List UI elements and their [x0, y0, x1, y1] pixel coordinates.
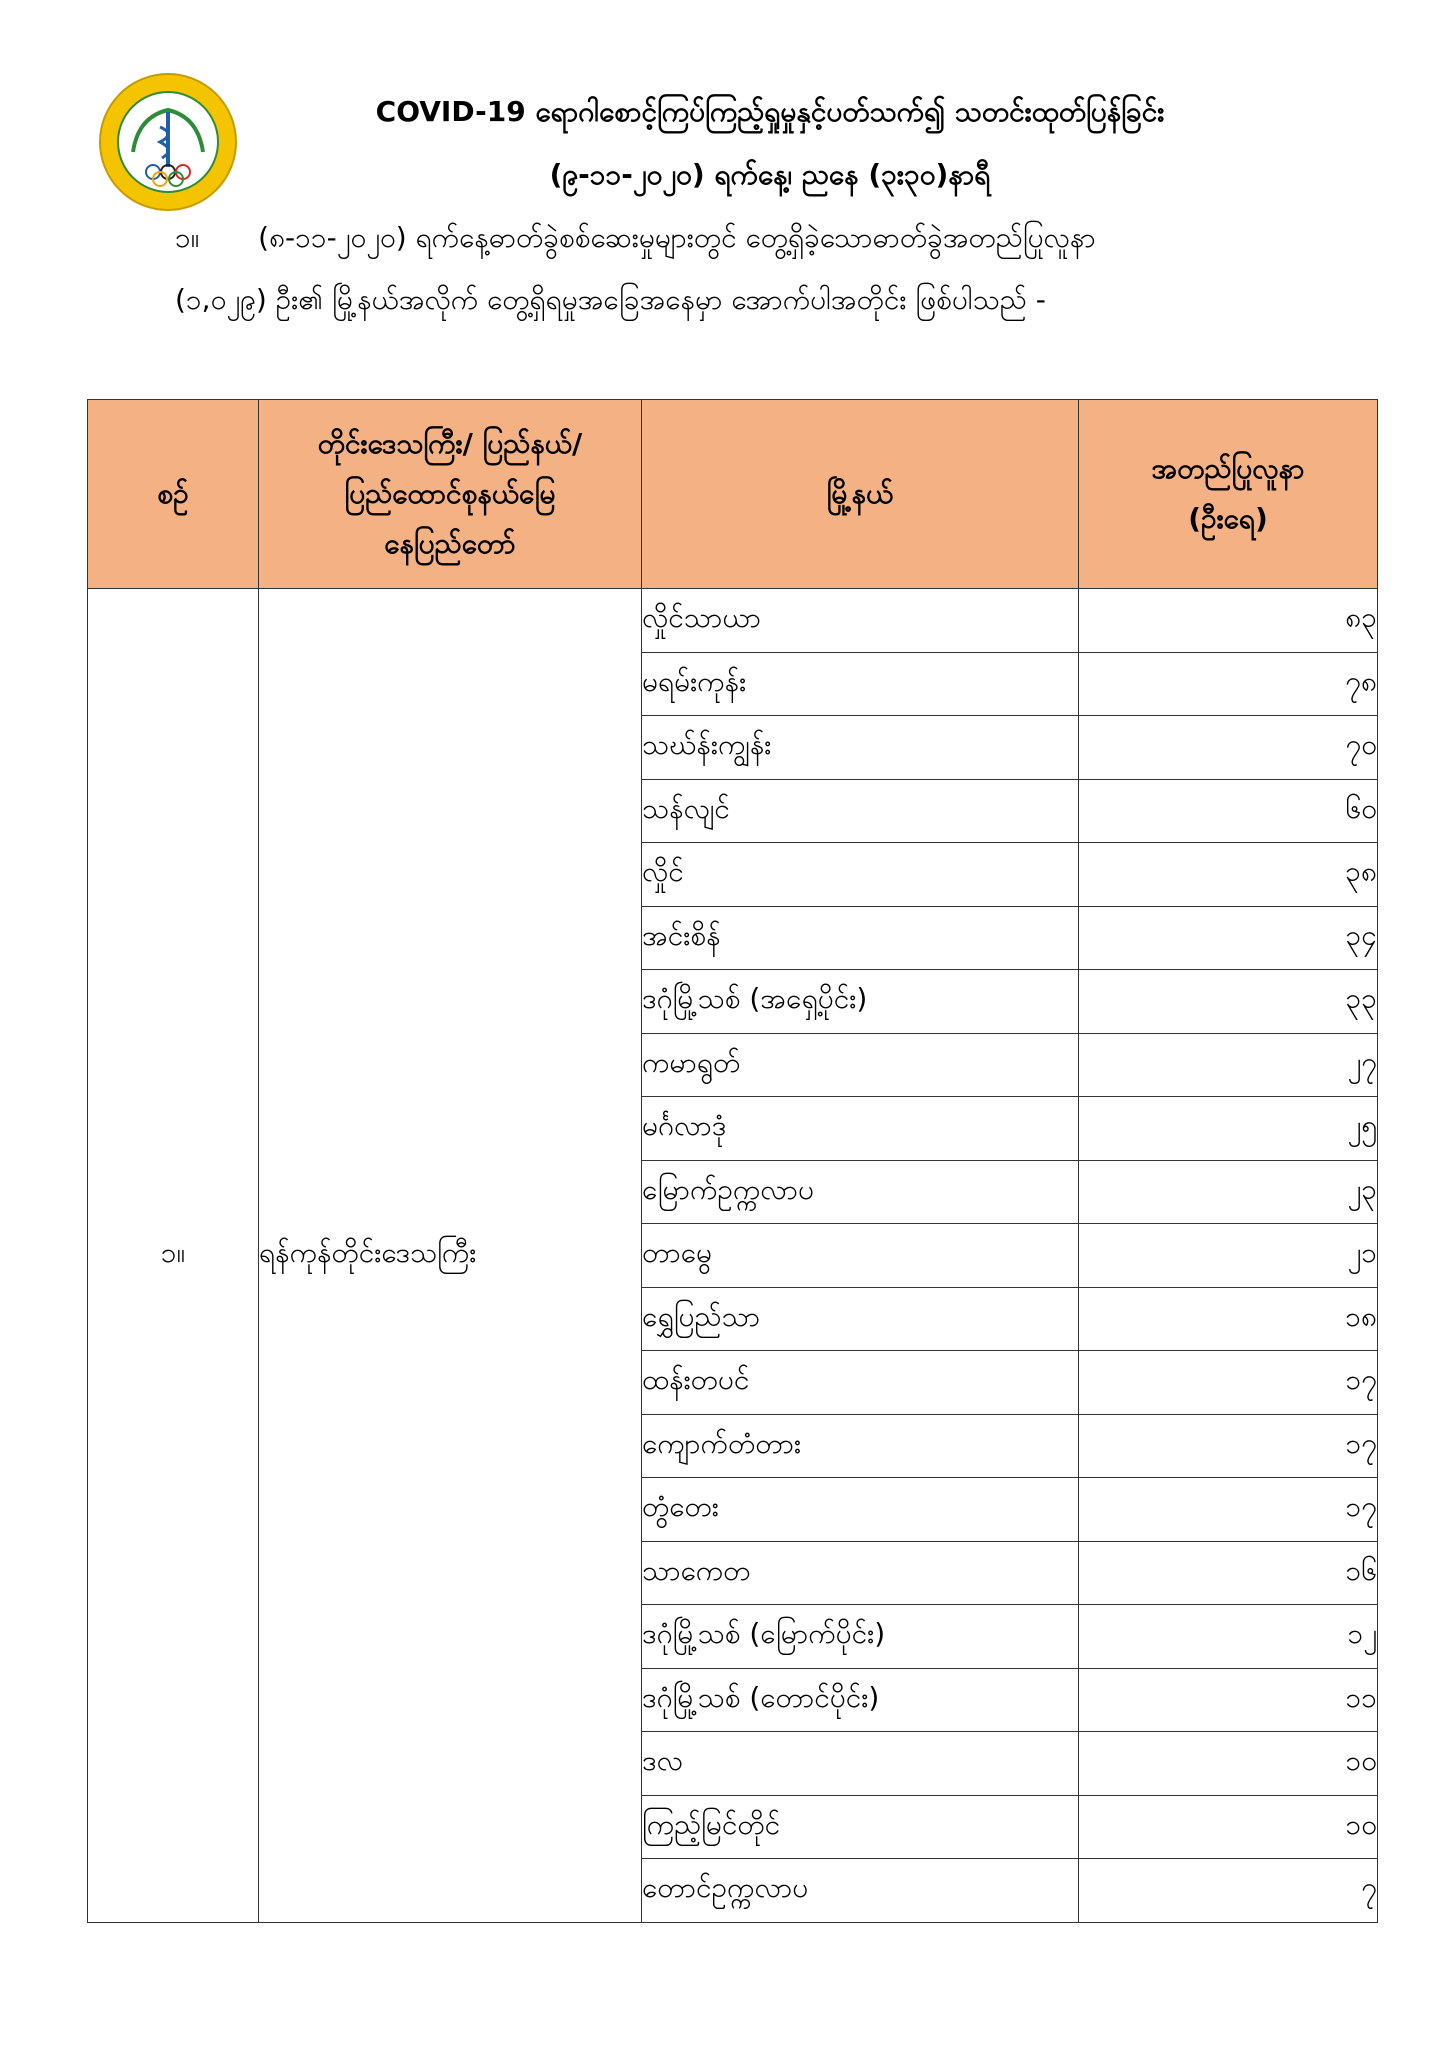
cell-count: ၂၇	[1079, 1033, 1378, 1097]
intro-paragraph-line2: (၁,၀၂၉) ဦး၏ မြို့နယ်အလိုက် တွေ့ရှိရမှုအခြေအနေမှာ အောက်ပါအတိုင်း ဖြစ်ပါသည် -	[175, 283, 1046, 316]
header-count	[1079, 400, 1378, 589]
cell-region: ရန်ကုန်တိုင်းဒေသကြီး	[259, 589, 642, 1923]
cell-township: တောင်ဥက္ကလာပ	[642, 1859, 1079, 1923]
intro-paragraph-line1	[175, 218, 1360, 258]
cell-township: ဒလ	[642, 1732, 1079, 1796]
cases-by-township-table	[87, 399, 1378, 1923]
cell-township: တာမွေ	[642, 1224, 1079, 1288]
cell-count: ၁၀	[1079, 1795, 1378, 1859]
header-region-line1: တိုင်းဒေသကြီး/ ပြည်နယ်/	[317, 427, 583, 460]
document-title: COVID-19 ရောဂါစောင့်ကြပ်ကြည့်ရှုမှုနှင့်ပတ်သက်၍ သတင်းထုတ်ပြန်ခြင်း	[375, 95, 1165, 128]
intro-number: ၁။	[175, 221, 200, 254]
header-count-line2: (ဦးရေ)	[1188, 502, 1268, 535]
cell-township: လှိုင်	[642, 843, 1079, 907]
cell-count: ၃၃	[1079, 970, 1378, 1034]
cell-count: ၁၆	[1079, 1541, 1378, 1605]
cell-township: ကြည့်မြင်တိုင်	[642, 1795, 1079, 1859]
cell-township: မြောက်ဥက္ကလာပ	[642, 1160, 1079, 1224]
ministry-logo	[98, 72, 238, 212]
cell-township: လှိုင်သာယာ	[642, 589, 1079, 653]
table-row	[88, 589, 1378, 653]
table-header-row	[88, 400, 1378, 589]
cell-count: ၇၀	[1079, 716, 1378, 780]
cell-count: ၁၇	[1079, 1351, 1378, 1415]
cell-township: မရမ်းကုန်း	[642, 652, 1079, 716]
cell-count: ၃၄	[1079, 906, 1378, 970]
cell-township: ဒဂုံမြို့သစ် (အရှေ့ပိုင်း)	[642, 970, 1079, 1034]
cell-township: သာကေတ	[642, 1541, 1079, 1605]
cell-count: ၇၈	[1079, 652, 1378, 716]
cell-count: ၁၇	[1079, 1478, 1378, 1542]
header-township: မြို့နယ်	[642, 400, 1079, 589]
cell-serial: ၁။	[88, 589, 259, 1923]
cell-count: ၆၀	[1079, 779, 1378, 843]
intro-line1-text: (၈-၁၁-၂၀၂၀) ရက်နေ့ဓာတ်ခွဲစစ်ဆေးမှုများတွင် တွေ့ရှိခဲ့သောဓာတ်ခွဲအတည်ပြုလူနာ	[258, 221, 1096, 254]
cell-count: ၈၃	[1079, 589, 1378, 653]
cell-count: ၂၃	[1079, 1160, 1378, 1224]
cell-count: ၁၀	[1079, 1732, 1378, 1796]
header-region	[259, 400, 642, 589]
cell-township: သဃ်န်းကျွန်း	[642, 716, 1079, 780]
cell-township: ဒဂုံမြို့သစ် (တောင်ပိုင်း)	[642, 1668, 1079, 1732]
cell-township: ကမာရွတ်	[642, 1033, 1079, 1097]
cell-township: အင်းစိန်	[642, 906, 1079, 970]
cell-township: တွံတေး	[642, 1478, 1079, 1542]
cell-count: ၂၅	[1079, 1097, 1378, 1161]
document-subtitle-date: (၉-၁၁-၂၀၂၀) ရက်နေ့၊ ညနေ (၃း၃၀)နာရီ	[549, 158, 991, 191]
cell-township: မင်္ဂလာဒုံ	[642, 1097, 1079, 1161]
cell-township: သန်လျင်	[642, 779, 1079, 843]
header-serial: စဉ်	[88, 400, 259, 589]
cell-count: ၁၇	[1079, 1414, 1378, 1478]
cell-count: ၂၁	[1079, 1224, 1378, 1288]
cell-township: ရွှေပြည်သာ	[642, 1287, 1079, 1351]
header-region-line2: ပြည်ထောင်စုနယ်မြေ	[344, 477, 556, 510]
header-region-line3: နေပြည်တော်	[384, 527, 516, 560]
cell-count: ၁၁	[1079, 1668, 1378, 1732]
cell-count: ၃၈	[1079, 843, 1378, 907]
header-count-line1: အတည်ပြုလူနာ	[1151, 452, 1305, 485]
cell-count: ၁၈	[1079, 1287, 1378, 1351]
cell-township: ကျောက်တံတား	[642, 1414, 1079, 1478]
cell-count: ၁၂	[1079, 1605, 1378, 1669]
cell-township: ဒဂုံမြို့သစ် (မြောက်ပိုင်း)	[642, 1605, 1079, 1669]
cell-township: ထန်းတပင်	[642, 1351, 1079, 1415]
cell-count: ၇	[1079, 1859, 1378, 1923]
